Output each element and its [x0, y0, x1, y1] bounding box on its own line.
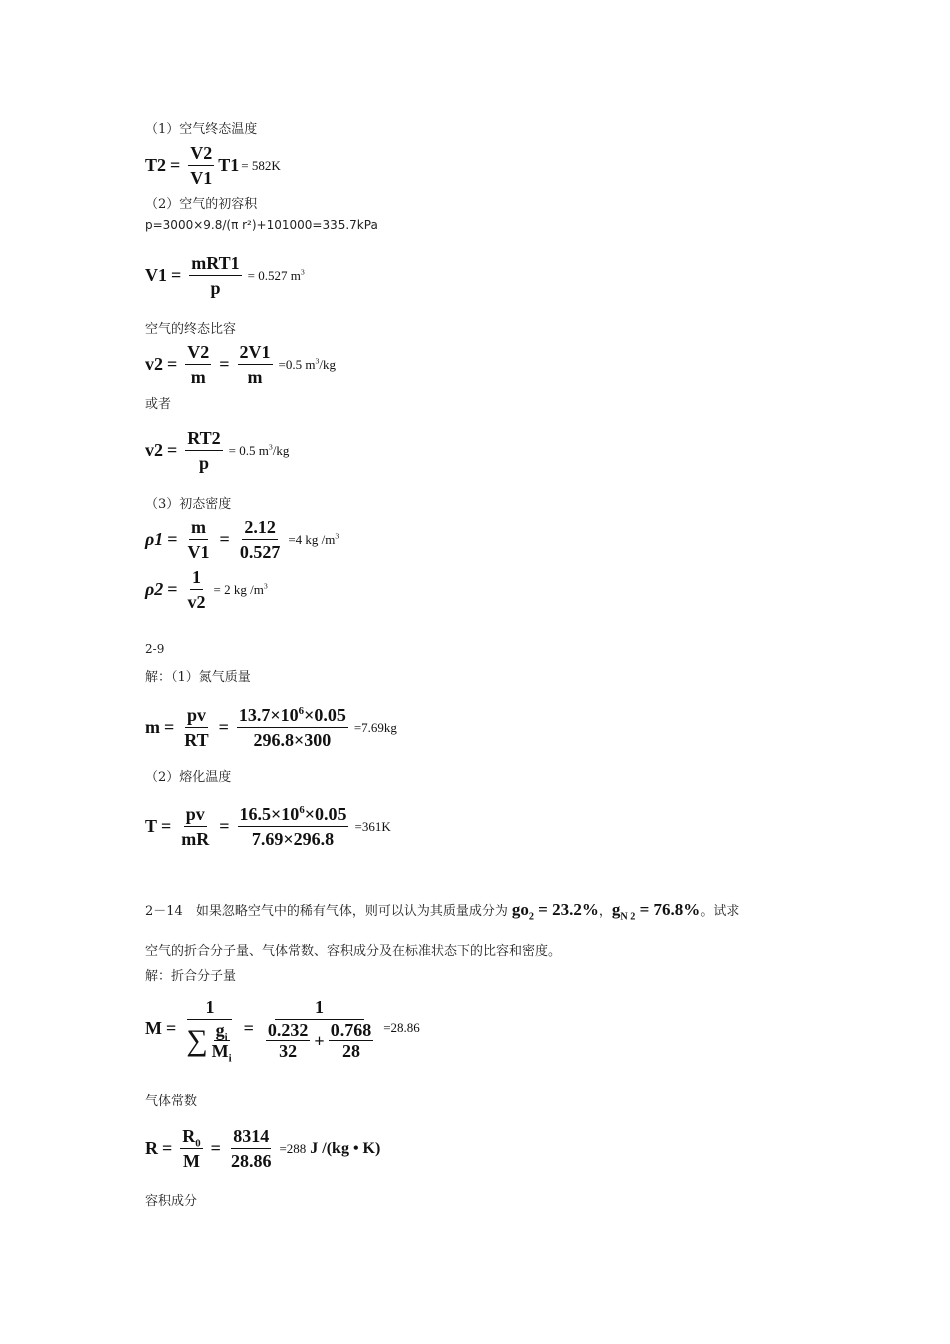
eq-result: = 0.527 $m^3$ [247, 267, 305, 283]
equation-rho2: ρ2 = $\frac{1}{v2}$ = 2 kg $/m^3$ [145, 567, 268, 612]
equation-t2: T2 = $\frac{V2}{V1}$ T1 = 582K [145, 143, 281, 188]
go2-value: $go_2 = 23.2\%$ [511, 900, 599, 923]
eq-result: = 2 kg $/m^3$ [213, 581, 268, 597]
equation-v2-a: v2 = $\frac{V2}{m}$ = $\frac{2V1}{m}$ =0.5 $m^3/kg$ [145, 342, 337, 387]
pressure-line: p=3000×9.8/(π r²)+101000=335.7kPa [145, 218, 378, 232]
section-initial-density: （3）初态密度 [145, 497, 232, 512]
eq-result: = 0.5 $m^3/kg$ [228, 442, 290, 458]
eq-result: =288 [279, 1140, 307, 1156]
fraction: $\frac{\text{mRT1}}{p}$ [191, 253, 240, 298]
section-initial-volume: （2）空气的初容积 [145, 197, 258, 212]
equation-mass: m = $\frac{pv}{RT}$ = $\frac{13.7\times 10^6\times 0.05}{296.8\times 300}$ =7.69kg [145, 705, 397, 750]
problem-2-14-continued: 空气的折合分子量、气体常数、容积成分及在标准状态下的比容和密度。 [145, 944, 562, 959]
equation-v1: V1 = $\frac{\text{mRT1}}{p}$ = 0.527 $m^3$ [145, 253, 305, 298]
solution-molecular-weight: 解：折合分子量 [145, 969, 237, 984]
equation-v2-b: v2 = $\frac{RT2}{p}$ = 0.5 $m^3/kg$ [145, 428, 290, 473]
problem-number-2-9: 2-9 [145, 642, 165, 656]
section-final-temperature: （1）空气终态温度 [145, 122, 258, 137]
section-melting-temperature: （2）熔化温度 [145, 770, 232, 785]
eq-result: =361K [354, 818, 391, 834]
equation-molecular-weight: M = 1 ∑ $\frac{g_i}{M_i}$ = 1 $\frac{0.232}{32}$ + $\frac{0.768}{28}$ =28.86 [145, 997, 420, 1065]
eq-result: =7.69kg [353, 719, 397, 735]
equation-temperature: T = $\frac{pv}{mR}$ = $\frac{16.5\times 10^6\times 0.05}{7.69\times 296.8}$ =361K [145, 804, 391, 849]
or-text: 或者 [145, 397, 172, 412]
section-volume-composition: 容积成分 [145, 1194, 198, 1209]
sum-symbol: ∑ [186, 1023, 208, 1057]
equation-rho1: ρ1 = $\frac{m}{V1}$ = $\frac{2.12}{0.527}$ =4 kg $/m^3$ [145, 517, 340, 562]
eq-result: =4 kg $/m^3$ [288, 531, 340, 547]
fraction: $\frac{V2}{V1}$ [190, 143, 213, 188]
problem-2-14-statement: 2－14 如果忽略空气中的稀有气体，则可以认为其质量成分为 $go_2 = 23.2\%$ ， $g_{N 2} = 76.8\%$ 。试求 [145, 900, 740, 923]
eq-result: =28.86 [383, 1020, 420, 1035]
section-gas-constant: 气体常数 [145, 1094, 198, 1109]
solution-nitrogen-mass: 解：（1）氮气质量 [145, 670, 251, 685]
gn2-value: $g_{N 2} = 76.8\%$ [611, 900, 701, 923]
eq-result: =0.5 $m^3/kg$ [278, 356, 337, 372]
equation-gas-constant: R = $\frac{R_0}{M}$ = $\frac{8314}{28.86}$ =288 J /(kg • K) [145, 1126, 381, 1171]
eq-result: = 582K [241, 157, 281, 173]
section-final-specific-volume: 空气的终态比容 [145, 322, 237, 337]
eq-lhs: T2 [145, 155, 167, 175]
eq-unit: J /(kg • K) [310, 1139, 381, 1157]
